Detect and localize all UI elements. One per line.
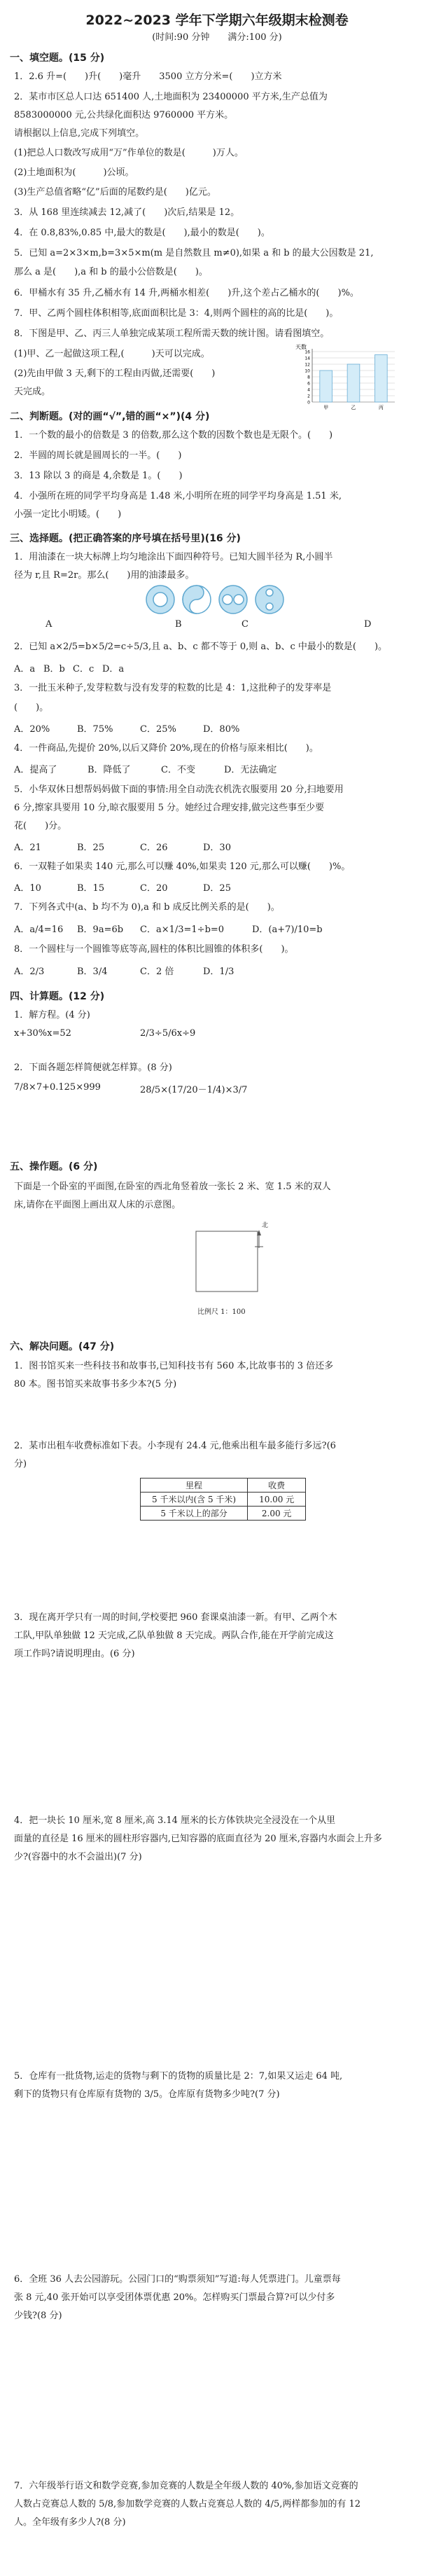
scale-label: 比例尺 1：100 [197, 1308, 246, 1316]
s1-line: 那么 a 是( ),a 和 b 的最小公倍数是( )。 [14, 267, 208, 277]
s2-line: 4．小强所在班的同学平均身高是 1.48 米,小明所在班的同学平均身高是 1.51 米, [14, 491, 342, 501]
y-tick-label: 14 [304, 356, 310, 361]
y-tick-label: 0 [307, 400, 310, 406]
workdays-bar-chart [294, 342, 399, 412]
s4-sub-2: 2．下面各题怎样简便就怎样算。(8 分) [14, 1062, 172, 1073]
choice-option: A．2/3 [14, 967, 45, 977]
table-row [141, 1493, 306, 1507]
section-3-heading: 三、选择题。(把正确答案的序号填在括号里)(16 分) [10, 533, 241, 544]
choice-option: D．80% [203, 724, 240, 735]
s5-line: 下面是一个卧室的平面图,在卧室的西北角竖着放一张长 2 米、宽 1.5 米的双人 [14, 1182, 331, 1192]
s6-line: 80 本。图书馆买来故事书多少本?(5 分) [14, 1379, 177, 1390]
choice-option: D．30 [203, 843, 231, 853]
choice-option: B．9a=6b [77, 925, 124, 935]
y-tick-label: 16 [304, 349, 310, 355]
paint-symbols-figure [144, 583, 290, 616]
y-tick-label: 6 [307, 381, 310, 387]
expression: 7/8×7+0.125×999 [14, 1082, 101, 1093]
s3-line: 花( )分。 [14, 821, 67, 831]
choice-option: A．10 [14, 883, 41, 894]
s1-line: (3)生产总值省略“亿”后面的尾数约是( )亿元。 [14, 187, 216, 198]
choice-option: D．(a+7)/10=b [252, 925, 323, 935]
s3-line: ( )。 [14, 702, 49, 713]
choice-option: B．3/4 [77, 967, 108, 977]
section-1-heading: 一、填空题。(15 分) [10, 53, 105, 64]
north-label: 北 [262, 1222, 269, 1229]
s3-line: 径为 r,且 R=2r。那么( )用的油漆最多。 [14, 570, 195, 581]
choice-option: C．20 [140, 883, 168, 894]
s1-line: (2)先由甲做 3 天,剩下的工程由丙做,还需要( ) [14, 368, 216, 379]
choice-option: D．25 [203, 883, 231, 894]
fare-table [140, 1478, 306, 1521]
s4-sub-1: 1．解方程。(4 分) [14, 1010, 90, 1020]
choice-option: B．25 [77, 843, 105, 853]
choice-option: A．提高了 [14, 765, 57, 775]
bar [374, 355, 387, 403]
choice-option: D．1/3 [203, 967, 234, 977]
choice-option: D．无法确定 [224, 765, 277, 775]
table-header-cell: 里程 [141, 1479, 248, 1493]
choice-option: C．25% [140, 724, 176, 735]
s1-line: 请根据以上信息,完成下列填空。 [14, 128, 145, 139]
s1-line: 3．从 168 里连续减去 12,减了( )次后,结果是 12。 [14, 207, 240, 218]
y-tick-label: 8 [307, 375, 310, 380]
bedroom-floor-plan [168, 1219, 280, 1303]
exam-title: 2022~2023 学年下学期六年级期末检测卷 [85, 13, 349, 28]
s6-line: 5．仓库有一批货物,运走的货物与剩下的货物的质量比是 2：7,如果又运走 64 吨, [14, 2071, 343, 2082]
s6-line: 工队,甲队单独做 12 天完成,乙队单独做 8 天完成。两队合作,能在开学前完成这 [14, 1630, 334, 1641]
s1-line: (1)甲、乙一起做这项工程,( )天可以完成。 [14, 349, 210, 359]
equation: x+30%x=52 [14, 1028, 71, 1039]
section-4-heading: 四、计算题。(12 分) [10, 991, 105, 1002]
category-label: 甲 [323, 405, 329, 410]
s6-line: 张 8 元,40 张开始可以享受团体票优惠 20%。怎样购买门票最合算?可以少付多 [14, 2292, 335, 2303]
choice-option: C．a×1/3=1÷b=0 [140, 925, 225, 935]
s1-line: 8．下图是甲、乙、丙三人单独完成某项工程所需天数的统计图。请看图填空。 [14, 328, 330, 339]
s1-line: 4．在 0.8,83%,0.85 中,最大的数是( ),最小的数是( )。 [14, 228, 270, 238]
s6-line: 面量的直径是 16 厘米的圆柱形容器内,已知容器的底面直径为 20 厘米,容器内水面会上升多 [14, 1834, 382, 1844]
s2-line: 小强一定比小明矮。( ) [14, 509, 122, 520]
choice-option: C．c [73, 664, 94, 674]
choice-option: A．21 [14, 843, 41, 853]
choice-option: D．a [102, 664, 125, 674]
s1-line: 天完成。 [14, 387, 51, 397]
section-6-heading: 六、解决问题。(47 分) [10, 1341, 115, 1352]
s3-line: 8．一个圆柱与一个圆锥等底等高,圆柱的体积比圆锥的体积多( )。 [14, 944, 294, 955]
y-tick-label: 2 [307, 394, 310, 399]
bar [347, 364, 360, 402]
table-cell: 5 千米以内(含 5 千米) [141, 1493, 248, 1507]
choice-option: B．b [43, 664, 65, 674]
choice-option: B．降低了 [88, 765, 131, 775]
s6-line: 少?(容器中的水不会溢出)(7 分) [14, 1852, 142, 1862]
choice-option: C．26 [140, 843, 168, 853]
choice-option: B [175, 619, 182, 630]
s6-line: 剩下的货物只有仓库原有货物的 3/5。仓库原有货物多少吨?(7 分) [14, 2089, 280, 2100]
s6-line: 3．现在离开学只有一周的时间,学校要把 960 套课桌油漆一新。有甲、乙两个木 [14, 1612, 337, 1623]
s1-line: 6．甲桶水有 35 升,乙桶水有 14 升,两桶水相差( )升,这个差占乙桶水的( )%。 [14, 288, 359, 298]
choice-option: D [364, 619, 372, 630]
y-tick-label: 12 [304, 362, 310, 368]
s6-line: 1．图书馆买来一些科技书和故事书,已知科技书有 560 本,比故事书的 3 倍还多 [14, 1361, 334, 1371]
category-label: 乙 [351, 405, 356, 410]
s3-line: 5．小华双休日想帮妈妈做下面的事情:用全自动洗衣机洗衣服要用 20 分,扫地要用 [14, 784, 344, 795]
section-2-heading: 二、判断题。(对的画“√”,错的画“×”)(4 分) [10, 411, 210, 422]
table-cell: 10.00 元 [248, 1493, 306, 1507]
s6-line: 7．六年级举行语文和数学竞赛,参加竞赛的人数是全年级人数的 40%,参加语文竞赛的 [14, 2481, 358, 2491]
s6-line: 6．全班 36 人去公园游玩。公园门口的“购票须知”写道:每人凭票进门。儿童票每 [14, 2274, 341, 2285]
s3-line: 3．一批玉米种子,发芽粒数与没有发芽的粒数的比是 4：1,这批种子的发芽率是 [14, 683, 332, 693]
table-row [141, 1507, 306, 1521]
table-cell: 5 千米以上的部分 [141, 1507, 248, 1521]
s1-line: (1)把总人口数改写成用“万”作单位的数是( )万人。 [14, 148, 244, 158]
s3-line: 1．用油漆在一块大标牌上均匀地涂出下面四种符号。已知大圆半径为 R,小圆半 [14, 552, 333, 562]
choice-option: C．2 倍 [140, 967, 174, 977]
chart-ylabel: 天数 [295, 344, 307, 350]
table-cell: 2.00 元 [248, 1507, 306, 1521]
s2-line: 2．半圆的周长就是圆周长的一半。( ) [14, 450, 182, 461]
s1-line: 2．某市市区总人口达 651400 人,土地面积为 23400000 平方米,生产总值为 [14, 92, 328, 102]
s2-line: 1．一个数的最小的倍数是 3 的倍数,那么这个数的因数个数也是无限个。( ) [14, 430, 333, 441]
choice-option: A．20% [14, 724, 50, 735]
choice-option: A [46, 619, 52, 630]
s1-line: 7．甲、乙两个圆柱体积相等,底面面积比是 3：4,则两个圆柱的高的比是( )。 [14, 308, 339, 319]
choice-option: C [241, 619, 248, 630]
s5-line: 床,请你在平面图上画出双人床的示意图。 [14, 1200, 181, 1210]
y-tick-label: 4 [307, 387, 310, 393]
y-tick-label: 10 [304, 368, 310, 374]
s1-line: 1．2.6 升=( )升( )毫升 3500 立方分米=( )立方米 [14, 71, 282, 82]
s3-line: 7．下列各式中(a、b 均不为 0),a 和 b 成反比例关系的是( )。 [14, 902, 280, 913]
s3-line: 6 分,擦家具要用 10 分,晾衣服要用 5 分。她经过合理安排,做完这些事至少要 [14, 803, 325, 813]
s6-line: 人。全年级有多少人?(8 分) [14, 2517, 126, 2528]
category-label: 丙 [378, 405, 384, 410]
table-header-row [141, 1479, 306, 1493]
s1-line: (2)土地面积为( )公顷。 [14, 167, 134, 178]
s1-line: 8583000000 元,公共绿化面积达 9760000 平方米。 [14, 110, 234, 120]
expression: 28/5×(17/20－1/4)×3/7 [140, 1085, 248, 1095]
s3-line: 2．已知 a×2/5=b×5/2=c÷5/3,且 a、b、c 都不等于 0,则 a、b、c 中最小的数是( )。 [14, 642, 388, 652]
s6-line: 项工作吗?请说明理由。(6 分) [14, 1649, 135, 1659]
choice-option: B．15 [77, 883, 105, 894]
choice-option: B．75% [77, 724, 113, 735]
table-header-cell: 收费 [248, 1479, 306, 1493]
s6-line: 少钱?(8 分) [14, 2311, 62, 2321]
s6-line: 人数占竞赛总人数的 5/8,参加数学竞赛的人数占竞赛总人数的 4/5,两样都参加的有 12 [14, 2499, 361, 2509]
s2-line: 3．13 除以 3 的商是 4,余数是 1。( ) [14, 471, 183, 481]
choice-option: A．a [14, 664, 36, 674]
section-5-heading: 五、操作题。(6 分) [10, 1161, 98, 1172]
exam-subtitle: (时间:90 分钟 满分:100 分) [152, 32, 282, 43]
choice-option: A．a/4=16 [14, 925, 64, 935]
s6-line: 分) [14, 1459, 27, 1469]
choice-option: C．不变 [161, 765, 195, 775]
s6-line: 2．某市出租车收费标准如下表。小李现有 24.4 元,他乘出租车最多能行多远?(6 [14, 1441, 336, 1451]
s1-line: 5．已知 a=2×3×m,b=3×5×m(m 是自然数且 m≠0),如果 a 和 b 的最大公因数是 21, [14, 248, 374, 258]
s6-line: 4．把一块长 10 厘米,宽 8 厘米,高 3.14 厘米的长方体铁块完全浸没在一个从里 [14, 1815, 336, 1826]
s3-line: 4．一件商品,先提价 20%,以后又降价 20%,现在的价格与原来相比( )。 [14, 743, 318, 754]
s3-line: 6．一双鞋子如果卖 140 元,那么可以赚 40%,如果卖 120 元,那么可以赚( )%。 [14, 861, 351, 872]
bar [320, 371, 332, 402]
equation: 2/3÷5/6x÷9 [140, 1028, 196, 1039]
